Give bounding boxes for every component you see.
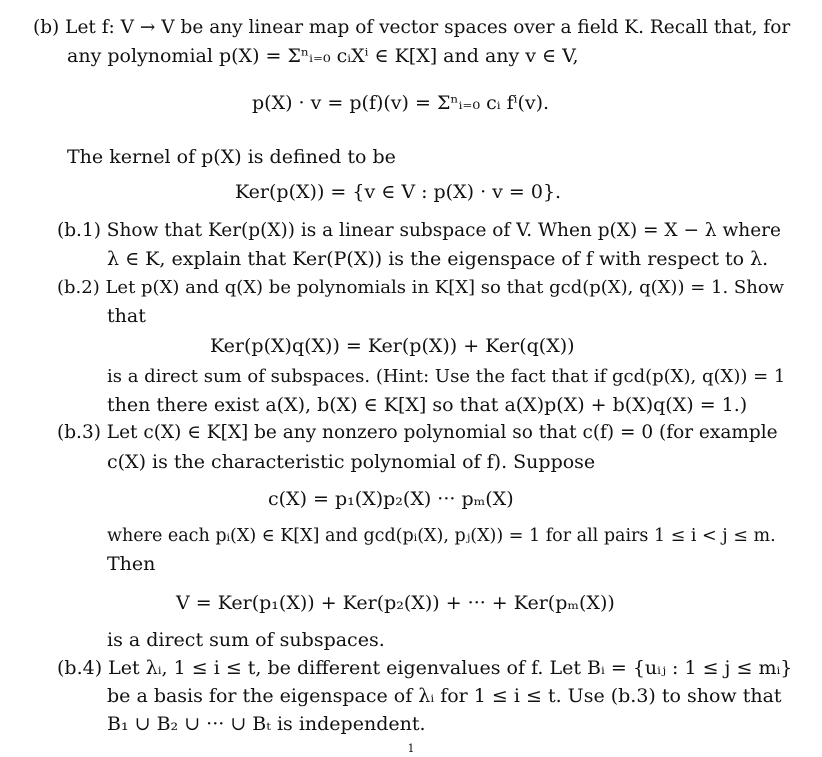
b2-line4: then there exist a(X), b(X) ∈ K[X] so that a(X)p(X) + b(X)q(X) = 1.) bbox=[107, 394, 748, 416]
part-b-intro-line2: any polynomial p(X) = Σⁿᵢ₌₀ cᵢXⁱ ∈ K[X] and any v ∈ V, bbox=[67, 45, 579, 67]
b4-line3: B₁ ∪ B₂ ∪ ··· ∪ Bₜ is independent. bbox=[107, 713, 426, 735]
b1-line2: λ ∈ K, explain that Ker(P(X)) is the eigenspace of f with respect to λ. bbox=[107, 248, 769, 270]
b3-line1: (b.3) Let c(X) ∈ K[X] be any nonzero polynomial so that c(f) = 0 (for example bbox=[57, 422, 778, 443]
b3-line3: where each pᵢ(X) ∈ K[X] and gcd(pᵢ(X), pⱼ(X)) = 1 for all pairs 1 ≤ i < j ≤ m. bbox=[107, 526, 776, 546]
b3-line2: c(X) is the characteristic polynomial of f). Suppose bbox=[107, 451, 596, 473]
action-equation: p(X) · v = p(f)(v) = Σⁿᵢ₌₀ cᵢ fⁱ(v). bbox=[252, 92, 550, 114]
page-number: 1 bbox=[407, 742, 415, 755]
b1-line1: (b.1) Show that Ker(p(X)) is a linear subspace of V. When p(X) = X − λ where bbox=[57, 220, 781, 241]
b2-line3: is a direct sum of subspaces. (Hint: Use the fact that if gcd(p(X), q(X)) = 1 bbox=[107, 366, 786, 387]
b2-line2: that bbox=[107, 305, 146, 327]
b2-line1: (b.2) Let p(X) and q(X) be polynomials in K[X] so that gcd(p(X), q(X)) = 1. Show bbox=[57, 277, 785, 298]
b4-line2: be a basis for the eigenspace of λᵢ for 1 ≤ i ≤ t. Use (b.3) to show that bbox=[107, 685, 782, 707]
kernel-definition: Ker(p(X)) = {v ∈ V : p(X) · v = 0}. bbox=[235, 181, 562, 203]
b3-line5: is a direct sum of subspaces. bbox=[107, 629, 385, 651]
kernel-intro: The kernel of p(X) is defined to be bbox=[67, 146, 396, 168]
b4-line1: (b.4) Let λᵢ, 1 ≤ i ≤ t, be different eigenvalues of f. Let Bᵢ = {uᵢⱼ : 1 ≤ j ≤ mᵢ} bbox=[57, 657, 793, 679]
b3-line4: Then bbox=[107, 553, 156, 575]
b3-equation-direct-sum: V = Ker(p₁(X)) + Ker(p₂(X)) + ··· + Ker(pₘ(X)) bbox=[176, 592, 615, 614]
part-b-intro-line1: (b) Let f: V → V be any linear map of vector spaces over a field K. Recall that, for bbox=[33, 17, 791, 38]
b3-equation-factorization: c(X) = p₁(X)p₂(X) ··· pₘ(X) bbox=[268, 488, 514, 510]
b2-equation: Ker(p(X)q(X)) = Ker(p(X)) + Ker(q(X)) bbox=[210, 335, 575, 357]
